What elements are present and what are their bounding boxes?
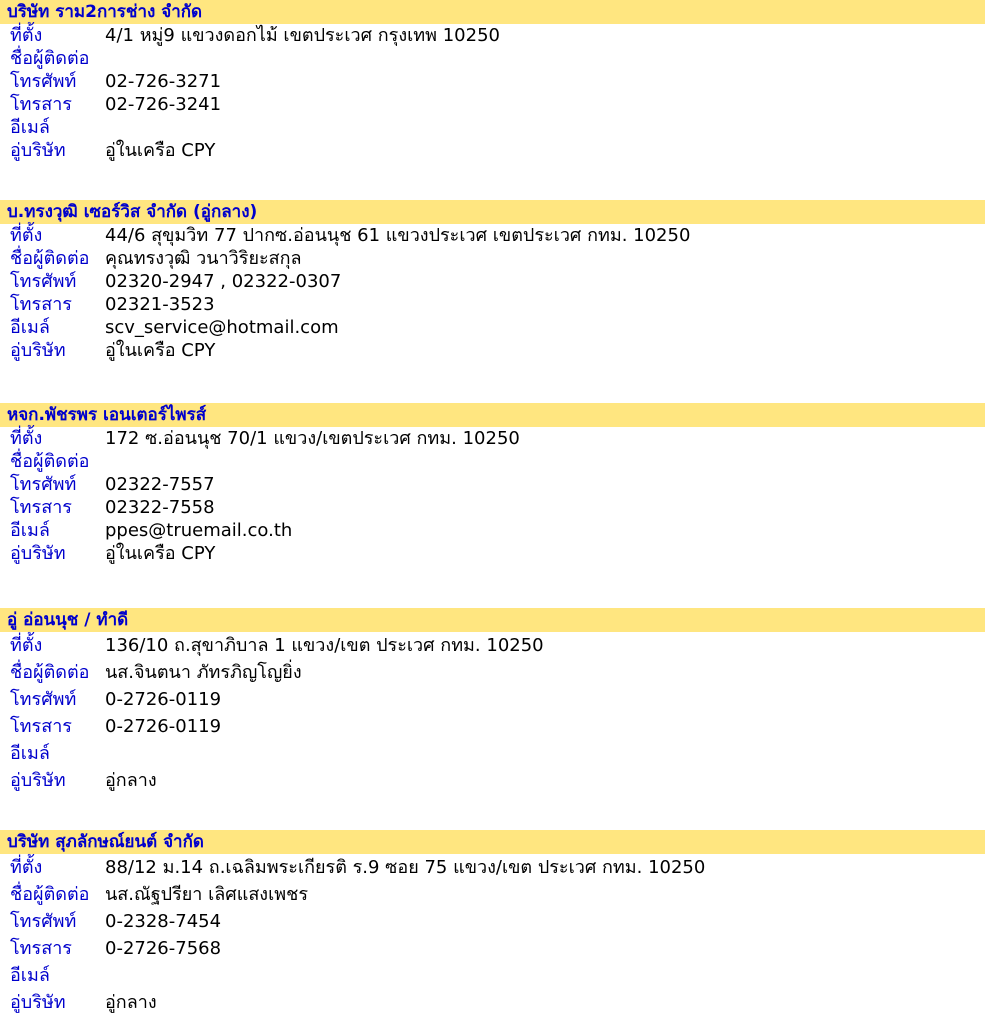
company-card [0,830,985,1016]
email-label: อีเมล์ [10,520,50,541]
contact-row [0,47,985,70]
contact-label: ชื่อผู้ติดต่อ [10,248,90,269]
email-label: อีเมล์ [10,117,50,138]
fax-row [0,293,985,316]
garage-row [0,139,985,162]
garage-label: อู่บริษัท [10,340,66,361]
contact-label: ชื่อผู้ติดต่อ [10,884,90,905]
phone-value: 02322-7557 [105,474,215,495]
location-row [0,854,985,881]
contact-row [0,247,985,270]
phone-value: 0-2328-7454 [105,911,222,932]
phone-row [0,473,985,496]
garage-row [0,542,985,565]
garage-label: อู่บริษัท [10,543,66,564]
contact-value: นส.ณัฐปรียา เลิศแสงเพชร [105,884,309,905]
garage-row [0,989,985,1016]
fax-value: 02321-3523 [105,294,215,315]
garage-value: อู่ในเครือ CPY [105,340,216,361]
contact-value: นส.จินตนา ภัทรภิญโญยิ่ง [105,662,302,683]
company-name: บ.ทรงวุฒิ เซอร์วิส จำกัด (อู่กลาง) [0,200,985,224]
contact-value: คุณทรงวุฒิ วนาวิริยะสกุล [105,248,302,269]
location-value: 136/10 ถ.สุขาภิบาล 1 แขวง/เขต ประเวศ กทม. 10250 [105,635,544,656]
location-row [0,632,985,659]
fax-label: โทรสาร [10,716,72,737]
company-card [0,200,985,362]
fax-row [0,93,985,116]
phone-row [0,70,985,93]
location-label: ที่ตั้ง [10,25,43,46]
location-label: ที่ตั้ง [10,428,43,449]
phone-label: โทรศัพท์ [10,911,77,932]
fax-label: โทรสาร [10,497,72,518]
garage-label: อู่บริษัท [10,992,66,1013]
contact-label: ชื่อผู้ติดต่อ [10,451,90,472]
phone-row [0,270,985,293]
location-value: 44/6 สุขุมวิท 77 ปากซ.อ่อนนุช 61 แขวงประเวศ เขตประเวศ กทม. 10250 [105,225,691,246]
phone-label: โทรศัพท์ [10,474,77,495]
company-name: อู่ อ่อนนุช / ทำดี [0,608,985,632]
garage-value: อู่กลาง [105,992,157,1013]
garage-label: อู่บริษัท [10,140,66,161]
contact-row [0,881,985,908]
contact-label: ชื่อผู้ติดต่อ [10,48,90,69]
location-value: 88/12 ม.14 ถ.เฉลิมพระเกียรติ ร.9 ซอย 75 แขวง/เขต ประเวศ กทม. 10250 [105,857,706,878]
email-label: อีเมล์ [10,743,50,764]
phone-value: 02320-2947 , 02322-0307 [105,271,342,292]
company-name: บริษัท สุภลักษณ์ยนต์ จำกัด [0,830,985,854]
email-row [0,316,985,339]
fax-value: 02-726-3241 [105,94,222,115]
email-label: อีเมล์ [10,317,50,338]
contact-label: ชื่อผู้ติดต่อ [10,662,90,683]
phone-value: 0-2726-0119 [105,689,222,710]
fax-value: 0-2726-7568 [105,938,222,959]
location-value: 4/1 หมู่9 แขวงดอกไม้ เขตประเวศ กรุงเทพ 10250 [105,25,500,46]
email-value[interactable]: ppes@truemail.co.th [105,520,293,541]
fax-label: โทรสาร [10,294,72,315]
company-card [0,403,985,565]
email-value[interactable]: scv_service@hotmail.com [105,317,339,338]
company-card [0,608,985,794]
location-label: ที่ตั้ง [10,225,43,246]
phone-value: 02-726-3271 [105,71,222,92]
phone-label: โทรศัพท์ [10,271,77,292]
email-row [0,740,985,767]
fax-value: 0-2726-0119 [105,716,222,737]
phone-row [0,908,985,935]
fax-label: โทรสาร [10,94,72,115]
location-row [0,427,985,450]
phone-label: โทรศัพท์ [10,71,77,92]
garage-row [0,767,985,794]
garage-value: อู่ในเครือ CPY [105,140,216,161]
location-label: ที่ตั้ง [10,635,43,656]
garage-value: อู่ในเครือ CPY [105,543,216,564]
fax-value: 02322-7558 [105,497,215,518]
company-name: หจก.พัชรพร เอนเตอร์ไพรส์ [0,403,985,427]
fax-label: โทรสาร [10,938,72,959]
company-card [0,0,985,162]
garage-value: อู่กลาง [105,770,157,791]
email-row [0,116,985,139]
email-row [0,519,985,542]
email-row [0,962,985,989]
company-name: บริษัท ราม2การช่าง จำกัด [0,0,985,24]
location-row [0,24,985,47]
location-row [0,224,985,247]
phone-label: โทรศัพท์ [10,689,77,710]
phone-row [0,686,985,713]
fax-row [0,713,985,740]
garage-row [0,339,985,362]
email-label: อีเมล์ [10,965,50,986]
fax-row [0,935,985,962]
garage-label: อู่บริษัท [10,770,66,791]
fax-row [0,496,985,519]
location-value: 172 ซ.อ่อนนุช 70/1 แขวง/เขตประเวศ กทม. 10250 [105,428,520,449]
contact-row [0,659,985,686]
contact-row [0,450,985,473]
location-label: ที่ตั้ง [10,857,43,878]
